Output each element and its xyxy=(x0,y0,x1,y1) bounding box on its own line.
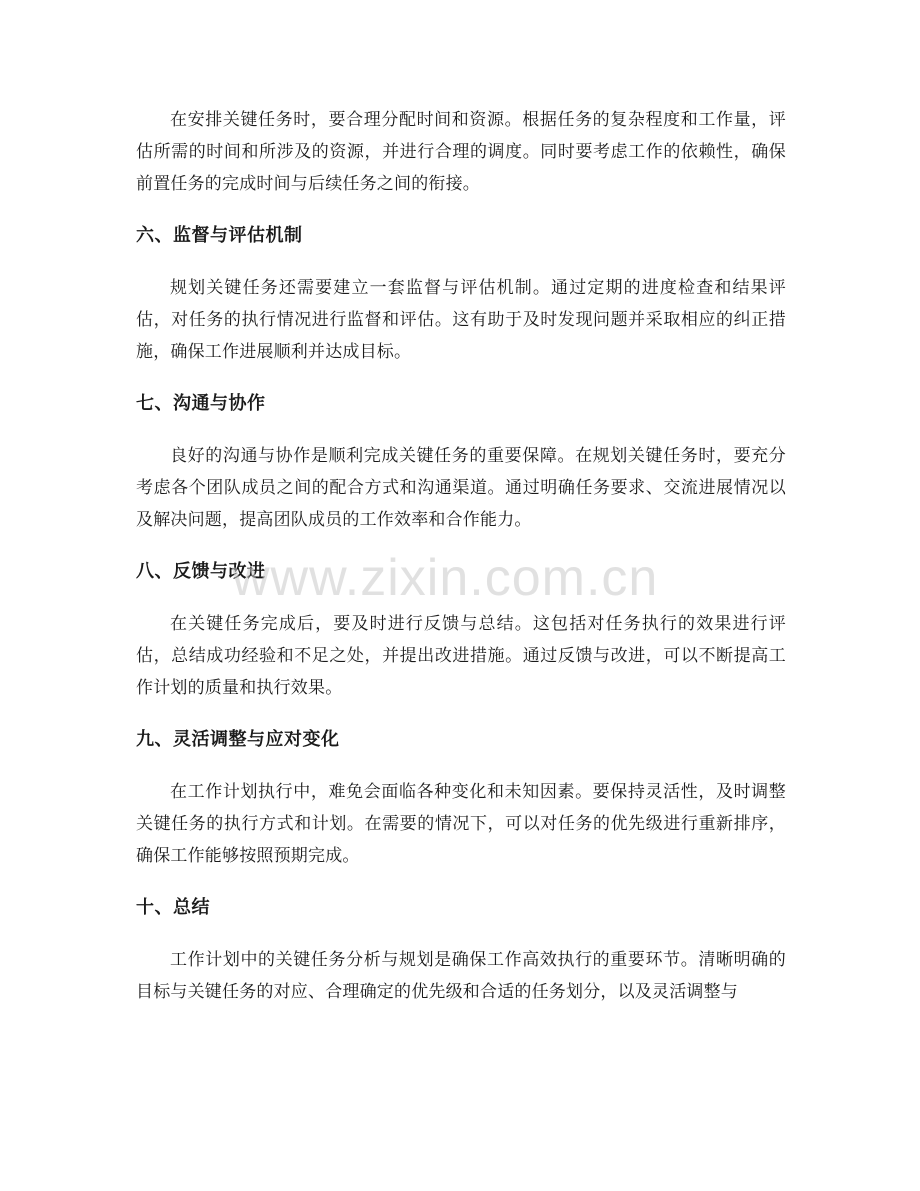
paragraph-communication: 良好的沟通与协作是顺利完成关键任务的重要保障。在规划关键任务时，要充分考虑各个团队成员之间的配合方式和沟通渠道。通过明确任务要求、交流进展情况以及解决问题，提高团队成员的工作效率和合作能力。 xyxy=(136,446,786,530)
heading-flexibility: 九、灵活调整与应对变化 xyxy=(136,729,340,750)
heading-summary: 十、总结 xyxy=(136,897,210,918)
paragraph-resource-allocation: 在安排关键任务时，要合理分配时间和资源。根据任务的复杂程度和工作量，评估所需的时间和所涉及的资源，并进行合理的调度。同时要考虑工作的依赖性，确保前置任务的完成时间与后续任务之间的衔接。 xyxy=(136,110,786,194)
paragraph-summary: 工作计划中的关键任务分析与规划是确保工作高效执行的重要环节。清晰明确的目标与关键任务的对应、合理确定的优先级和合适的任务划分，以及灵活调整与 xyxy=(136,950,786,1002)
document-body xyxy=(136,104,786,1028)
heading-feedback: 八、反馈与改进 xyxy=(136,561,266,582)
paragraph-supervision: 规划关键任务还需要建立一套监督与评估机制。通过定期的进度检查和结果评估，对任务的执行情况进行监督和评估。这有助于及时发现问题并采取相应的纠正措施，确保工作进展顺利并达成目标。 xyxy=(136,278,786,362)
heading-communication: 七、沟通与协作 xyxy=(136,393,266,414)
heading-supervision: 六、监督与评估机制 xyxy=(136,225,303,246)
watermark: www.zixin.com.cn xyxy=(232,549,659,607)
paragraph-feedback: 在关键任务完成后，要及时进行反馈与总结。这包括对任务执行的效果进行评估，总结成功经验和不足之处，并提出改进措施。通过反馈与改进，可以不断提高工作计划的质量和执行效果。 xyxy=(136,614,786,698)
paragraph-flexibility: 在工作计划执行中，难免会面临各种变化和未知因素。要保持灵活性，及时调整关键任务的执行方式和计划。在需要的情况下，可以对任务的优先级进行重新排序，确保工作能够按照预期完成。 xyxy=(136,782,786,866)
